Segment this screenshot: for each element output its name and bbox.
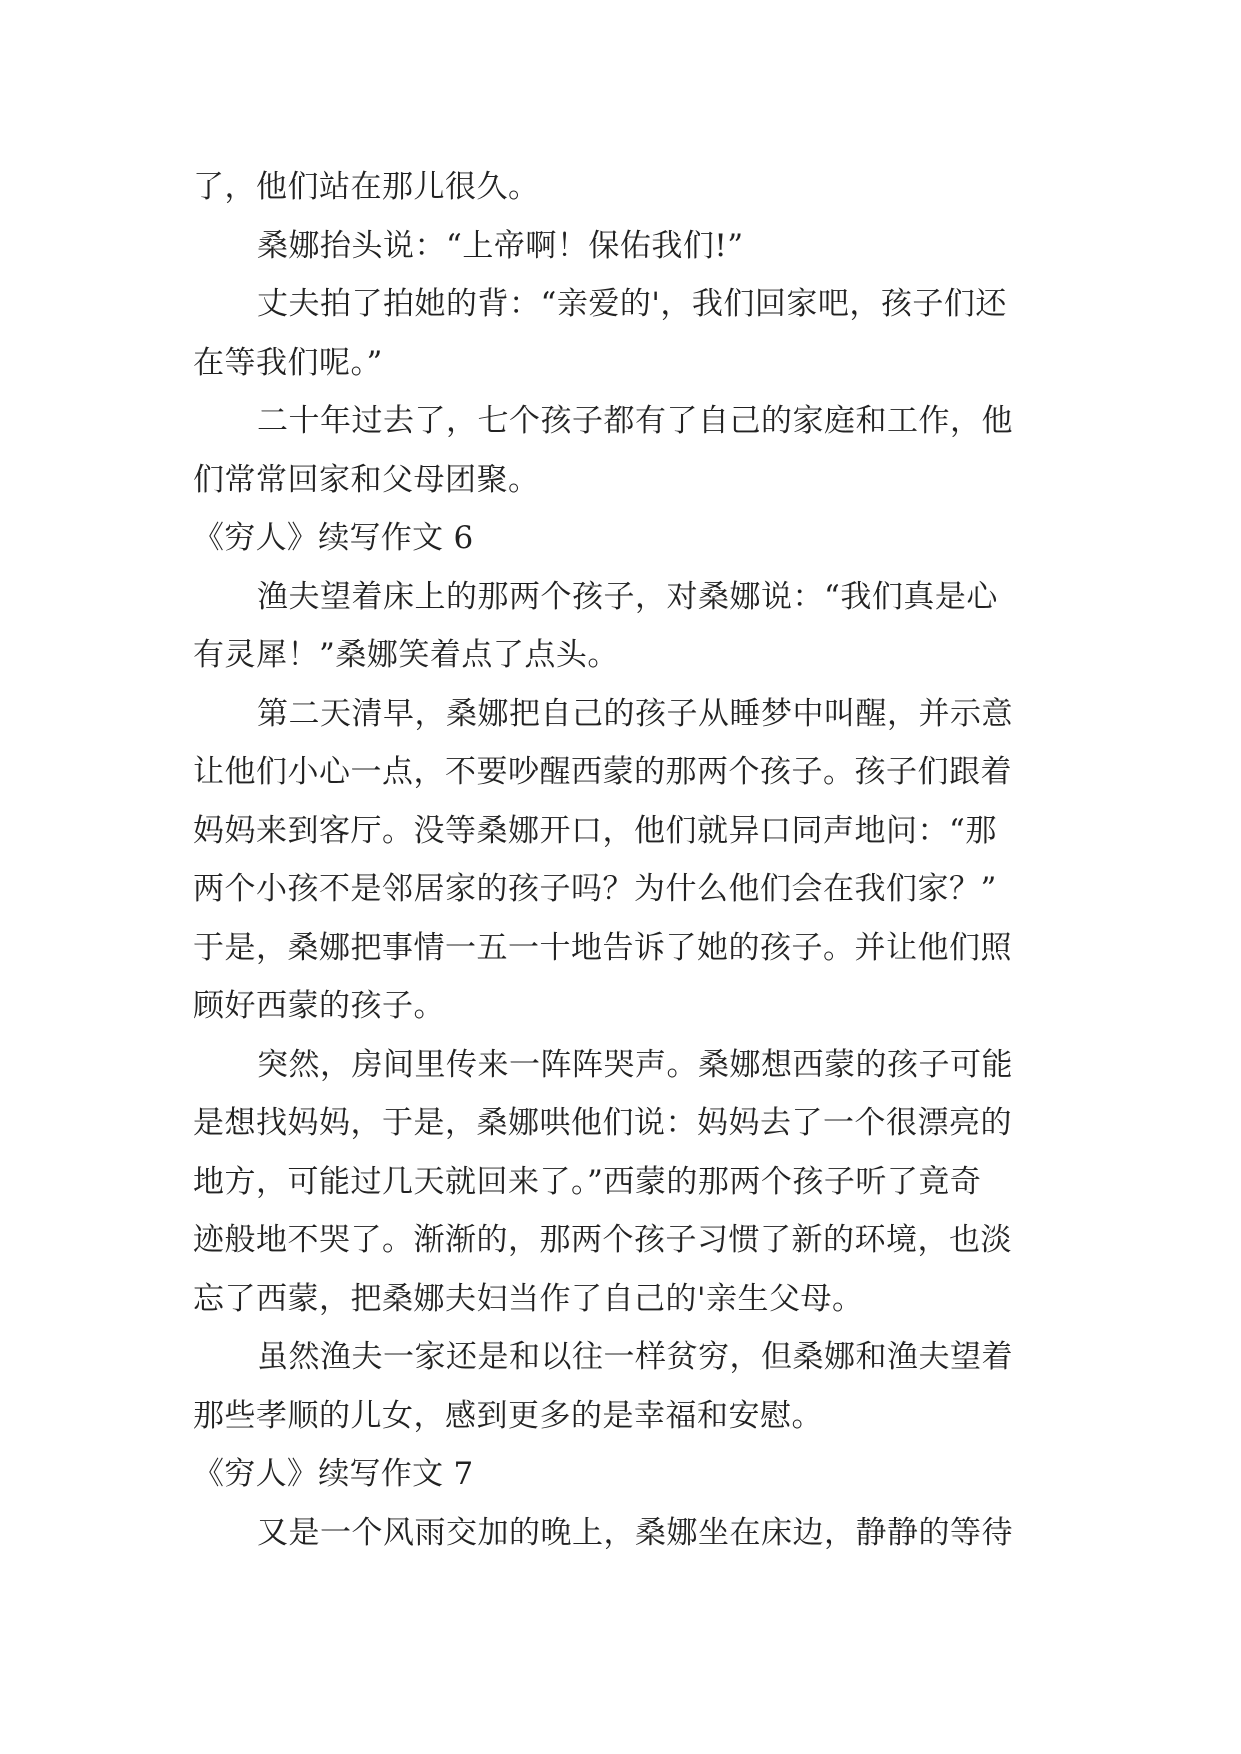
paragraph-line: 突然，房间里传来一阵阵哭声。桑娜想西蒙的孩子可能	[257, 1046, 1013, 1083]
paragraph-line: 两个小孩不是邻居家的孩子吗？为什么他们会在我们家？”	[193, 871, 997, 907]
section-heading: 《穷人》续写作文 6	[193, 520, 474, 556]
paragraph-line: 那些孝顺的儿女，感到更多的是幸福和安慰。	[193, 1397, 823, 1434]
paragraph-line: 丈夫拍了拍她的背：“亲爱的'，我们回家吧，孩子们还	[257, 286, 1007, 322]
paragraph-line: 二十年过去了，七个孩子都有了自己的家庭和工作，他	[257, 403, 1013, 439]
paragraph-line: 忘了西蒙，把桑娜夫妇当作了自己的'亲生父母。	[193, 1280, 864, 1317]
document-body	[193, 158, 1053, 1562]
paragraph-line: 了，他们站在那儿很久。	[193, 169, 540, 205]
paragraph-line: 妈妈来到客厅。没等桑娜开口，他们就异口同声地问：“那	[193, 812, 997, 849]
paragraph-line: 又是一个风雨交加的晚上，桑娜坐在床边，静静的等待	[257, 1514, 1013, 1551]
paragraph-line: 有灵犀！”桑娜笑着点了点头。	[193, 637, 619, 673]
paragraph-line: 迹般地不哭了。渐渐的，那两个孩子习惯了新的环境，也淡	[193, 1222, 1012, 1258]
paragraph-line: 让他们小心一点，不要吵醒西蒙的那两个孩子。孩子们跟着	[193, 754, 1012, 790]
paragraph-line: 们常常回家和父母团聚。	[193, 461, 540, 498]
paragraph-line: 虽然渔夫一家还是和以往一样贫穷，但桑娜和渔夫望着	[257, 1339, 1013, 1375]
paragraph-line: 第二天清早，桑娜把自己的孩子从睡梦中叫醒，并示意	[257, 695, 1013, 732]
paragraph-line: 是想找妈妈，于是，桑娜哄他们说：妈妈去了一个很漂亮的	[193, 1105, 1012, 1141]
paragraph-line: 在等我们呢。”	[193, 344, 383, 381]
paragraph-line: 地方，可能过几天就回来了。”西蒙的那两个孩子听了竟奇	[193, 1163, 982, 1200]
paragraph-line: 渔夫望着床上的那两个孩子，对桑娜说：“我们真是心	[257, 578, 998, 615]
paragraph-line: 顾好西蒙的孩子。	[193, 988, 445, 1024]
paragraph-line: 于是，桑娜把事情一五一十地告诉了她的孩子。并让他们照	[193, 929, 1012, 966]
paragraph-line: 桑娜抬头说：“上帝啊！保佑我们!”	[257, 227, 744, 264]
section-heading: 《穷人》续写作文 7	[193, 1456, 474, 1492]
